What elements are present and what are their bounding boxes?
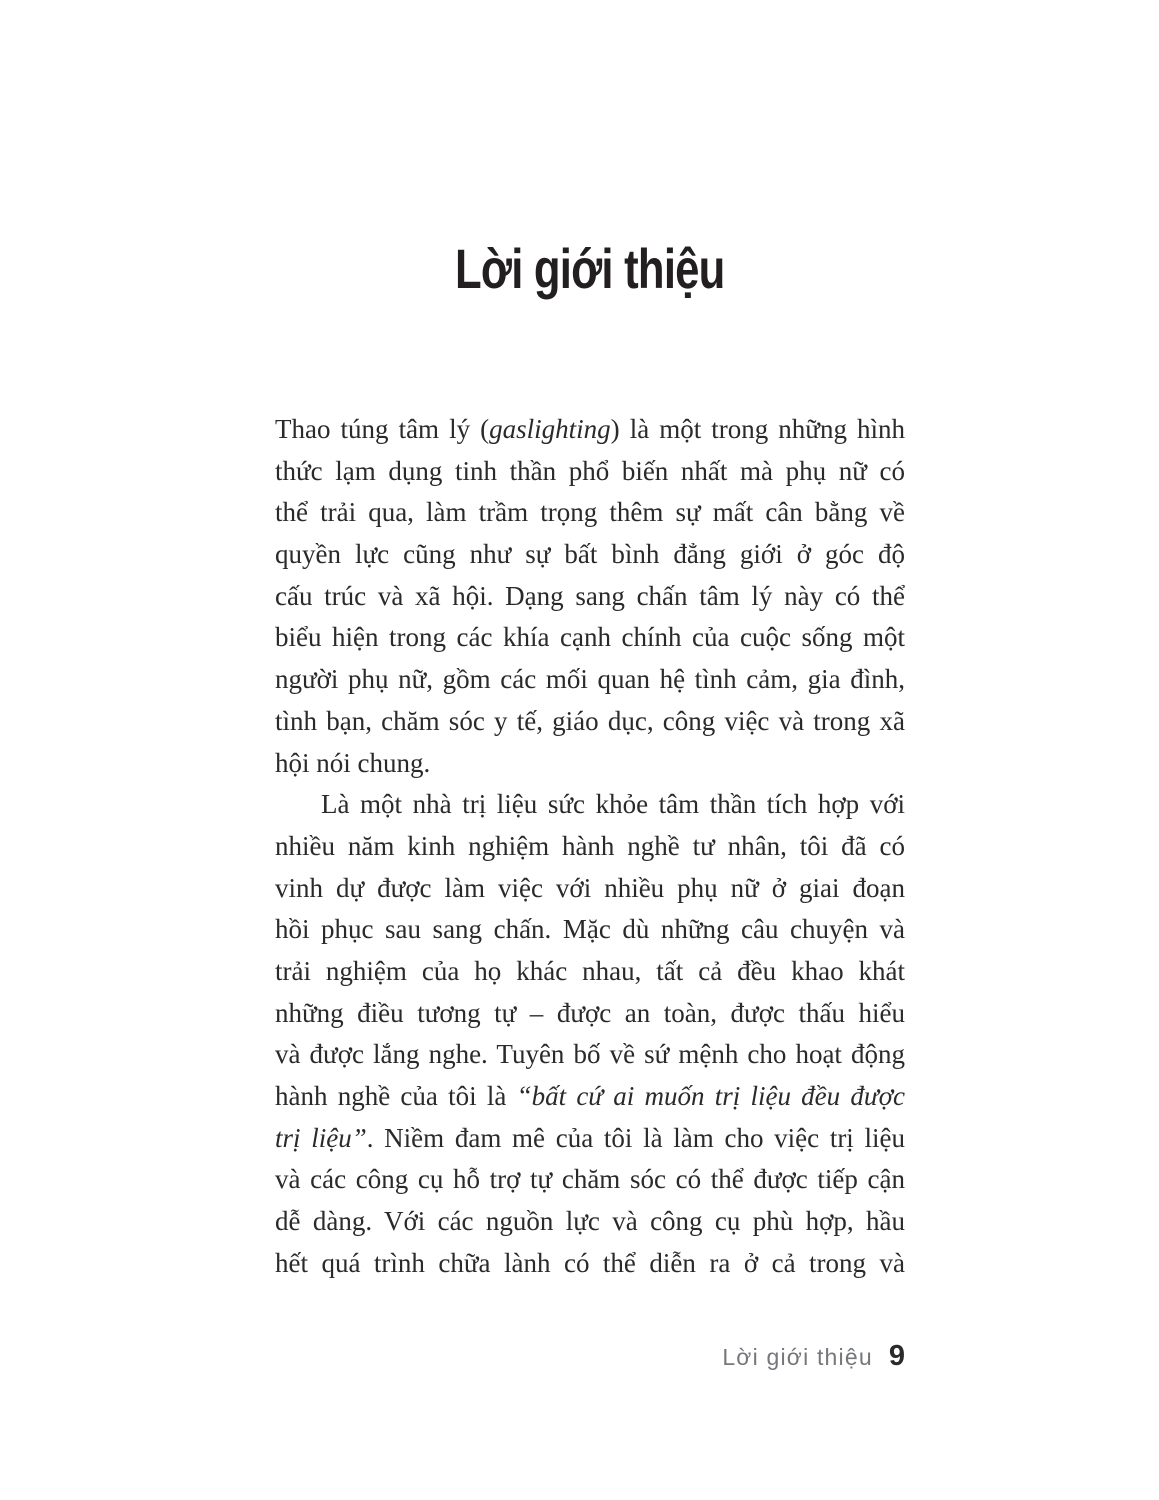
text-segment: quyền lực cũng như sự bất bình đẳng giới ở góc độ [275,539,905,570]
italic-segment: trị liệu” [275,1122,367,1153]
text-line [275,409,905,451]
italic-segment: “bất cứ ai muốn trị liệu đều được [516,1081,906,1111]
text-line [275,659,905,701]
text-segment: vinh dự được làm việc với nhiều phụ nữ ở giai đoạn [275,872,905,903]
text-segment: hành nghề của tôi là [275,1081,517,1111]
text-line [275,451,905,493]
text-segment: Thao túng tâm lý ( [275,414,490,444]
text-line [275,492,905,534]
text-segment: dễ dàng. Với các nguồn lực và công cụ phù hợp, hầu [275,1206,905,1237]
text-segment: Là một nhà trị liệu sức khỏe tâm thần tích hợp với [321,789,905,820]
text-segment: và các công cụ hỗ trợ tự chăm sóc có thể được tiếp cận [275,1164,905,1195]
paragraph-1 [275,409,905,784]
text-segment: cấu trúc và xã hội. Dạng sang chấn tâm lý này có thể [275,580,905,611]
chapter-title [275,238,905,300]
text-segment: trải nghiệm của họ khác nhau, tất cả đều khao khát [275,955,905,986]
text-line [275,951,905,993]
text-line [275,1159,905,1201]
text-segment: hội nói chung. [275,747,431,778]
text-segment: và được lắng nghe. Tuyên bố về sứ mệnh cho hoạt động [275,1039,905,1070]
text-line [275,993,905,1035]
running-footer-title: Lời giới thiệu [722,1344,873,1370]
text-line [275,617,905,659]
text-line [275,868,905,910]
text-line [275,1201,905,1243]
text-line [275,826,905,868]
text-segment: hồi phục sau sang chấn. Mặc dù những câu chuyện và [275,914,905,945]
text-line [275,576,905,618]
text-line [275,534,905,576]
page-footer [722,1340,905,1373]
text-segment: tình bạn, chăm sóc y tế, giáo dục, công việc và trong xã [275,705,905,736]
text-line [275,1034,905,1076]
text-segment: . Niềm đam mê của tôi là làm cho việc trị liệu [366,1122,905,1153]
text-line [275,784,905,826]
text-line [275,1076,905,1118]
text-segment: những điều tương tự – được an toàn, được thấu hiểu [275,997,905,1028]
text-line [275,909,905,951]
text-segment: biểu hiện trong các khía cạnh chính của cuộc sống một [275,622,905,653]
text-line [275,1243,905,1285]
page-number: 9 [888,1340,905,1372]
text-segment: nhiều năm kinh nghiệm hành nghề tư nhân, tôi đã có [275,830,905,861]
text-segment: người phụ nữ, gồm các mối quan hệ tình cảm, gia đình, [275,664,905,695]
text-segment: thể trải qua, làm trầm trọng thêm sự mất cân bằng về [275,497,905,528]
text-segment: hết quá trình chữa lành có thể diễn ra ở cả trong và [275,1247,905,1278]
italic-segment: gaslighting [489,414,611,444]
text-line [275,743,905,785]
body-text [275,409,905,1284]
text-segment: ) là một trong những hình [610,414,905,444]
text-segment: thức lạm dụng tinh thần phổ biến nhất mà phụ nữ có [275,455,905,486]
text-line [275,1118,905,1160]
text-line [275,701,905,743]
paragraph-2 [275,784,905,1284]
page-title: Lời giới thiệu [455,237,725,300]
